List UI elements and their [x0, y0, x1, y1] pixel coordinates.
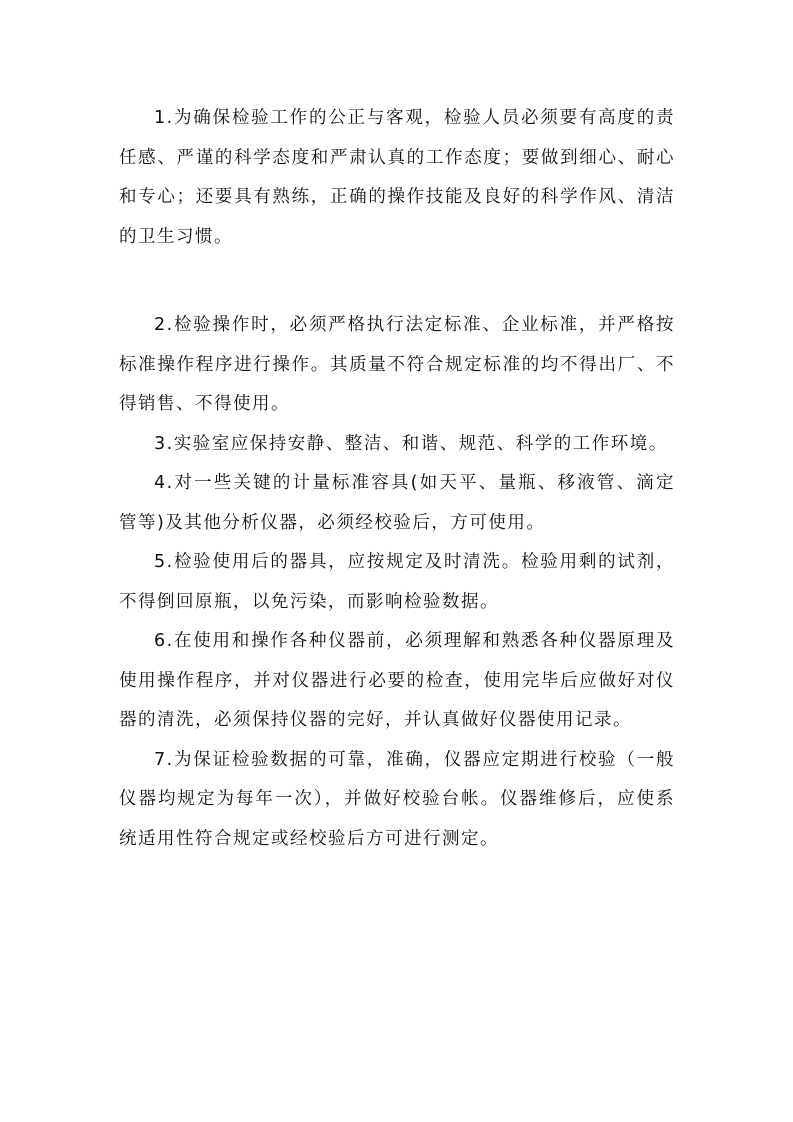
paragraph-3: 3.实验室应保持安静、整洁、和谐、规范、科学的工作环境。 — [154, 433, 668, 454]
paragraph-2: 2.检验操作时，必须严格执行法定标准、企业标准，并严格按标准操作程序进行操作。其质量不符合规定标准的均不得出厂、不得销售、不得使用。 — [119, 315, 675, 414]
paragraph-1: 1.为确保检验工作的公正与客观，检验人员必须要有高度的责任感、严谨的科学态度和严肃认真的工作态度；要做到细心、耐心和专心；还要具有熟练，正确的操作技能及良好的科学作风、清洁的卫生习惯。 — [119, 108, 675, 247]
paragraph-4: 4.对一些关键的计量标准容具(如天平、量瓶、移液管、滴定管等)及其他分析仪器，必须经校验后，方可使用。 — [119, 473, 675, 533]
paragraph-6: 6.在使用和操作各种仪器前，必须理解和熟悉各种仪器原理及使用操作程序，并对仪器进行必要的检查，使用完毕后应做好对仪器的清洗，必须保持仪器的完好，并认真做好仪器使用记录。 — [119, 631, 675, 730]
paragraph-5: 5.检验使用后的器具，应按规定及时清洗。检验用剩的试剂，不得倒回原瓶，以免污染，而影响检验数据。 — [119, 552, 675, 612]
paragraph-7: 7.为保证检验数据的可靠，准确，仪器应定期进行校验（一般仪器均规定为每年一次），并做好校验台帐。仪器维修后，应使系统适用性符合规定或经校验后方可进行测定。 — [119, 749, 675, 849]
document-body — [119, 99, 675, 859]
